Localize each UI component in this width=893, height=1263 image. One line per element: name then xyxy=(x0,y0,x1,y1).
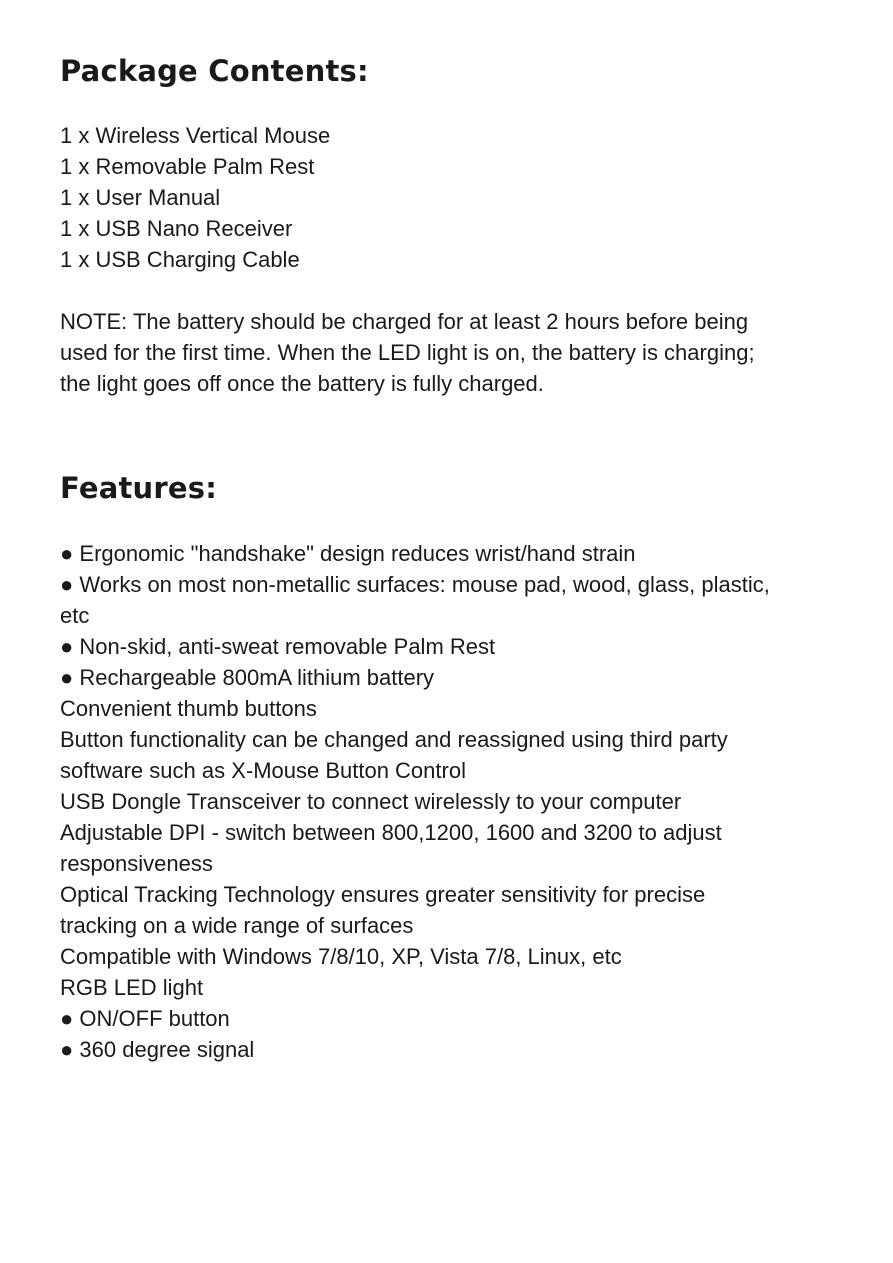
feature-line: ● Non-skid, anti-sweat removable Palm Rest xyxy=(60,634,496,659)
feature-line: RGB LED light xyxy=(60,975,204,1000)
package-item: 1 x USB Charging Cable xyxy=(60,247,300,272)
feature-line: ● Works on most non-metallic surfaces: mouse pad, wood, glass, plastic, xyxy=(60,572,770,597)
feature-line: etc xyxy=(60,603,90,628)
package-item: 1 x USB Nano Receiver xyxy=(60,216,293,241)
battery-note xyxy=(60,306,860,399)
feature-line: responsiveness xyxy=(60,851,213,876)
note-line: the light goes off once the battery is fully charged. xyxy=(60,371,544,396)
feature-line: Convenient thumb buttons xyxy=(60,696,317,721)
feature-line: ● Ergonomic "handshake" design reduces wrist/hand strain xyxy=(60,541,636,566)
features-list xyxy=(60,538,860,1065)
package-contents-heading: Package Contents: xyxy=(60,54,369,88)
manual-page xyxy=(60,52,860,1065)
package-item: 1 x Wireless Vertical Mouse xyxy=(60,123,331,148)
note-line: NOTE: The battery should be charged for at least 2 hours before being xyxy=(60,309,749,334)
feature-line: Compatible with Windows 7/8/10, XP, Vista 7/8, Linux, etc xyxy=(60,944,622,969)
feature-line: ● ON/OFF button xyxy=(60,1006,230,1031)
package-item: 1 x Removable Palm Rest xyxy=(60,154,315,179)
feature-line: ● Rechargeable 800mA lithium battery xyxy=(60,665,435,690)
feature-line: ● 360 degree signal xyxy=(60,1037,255,1062)
feature-line: USB Dongle Transceiver to connect wirelessly to your computer xyxy=(60,789,682,814)
package-contents-list xyxy=(60,120,860,275)
feature-line: Adjustable DPI - switch between 800,1200, 1600 and 3200 to adjust xyxy=(60,820,722,845)
note-line: used for the first time. When the LED light is on, the battery is charging; xyxy=(60,340,755,365)
features-heading: Features: xyxy=(60,471,218,505)
feature-line: tracking on a wide range of surfaces xyxy=(60,913,414,938)
feature-line: software such as X-Mouse Button Control xyxy=(60,758,466,783)
package-item: 1 x User Manual xyxy=(60,185,221,210)
feature-line: Button functionality can be changed and reassigned using third party xyxy=(60,727,728,752)
feature-line: Optical Tracking Technology ensures greater sensitivity for precise xyxy=(60,882,706,907)
